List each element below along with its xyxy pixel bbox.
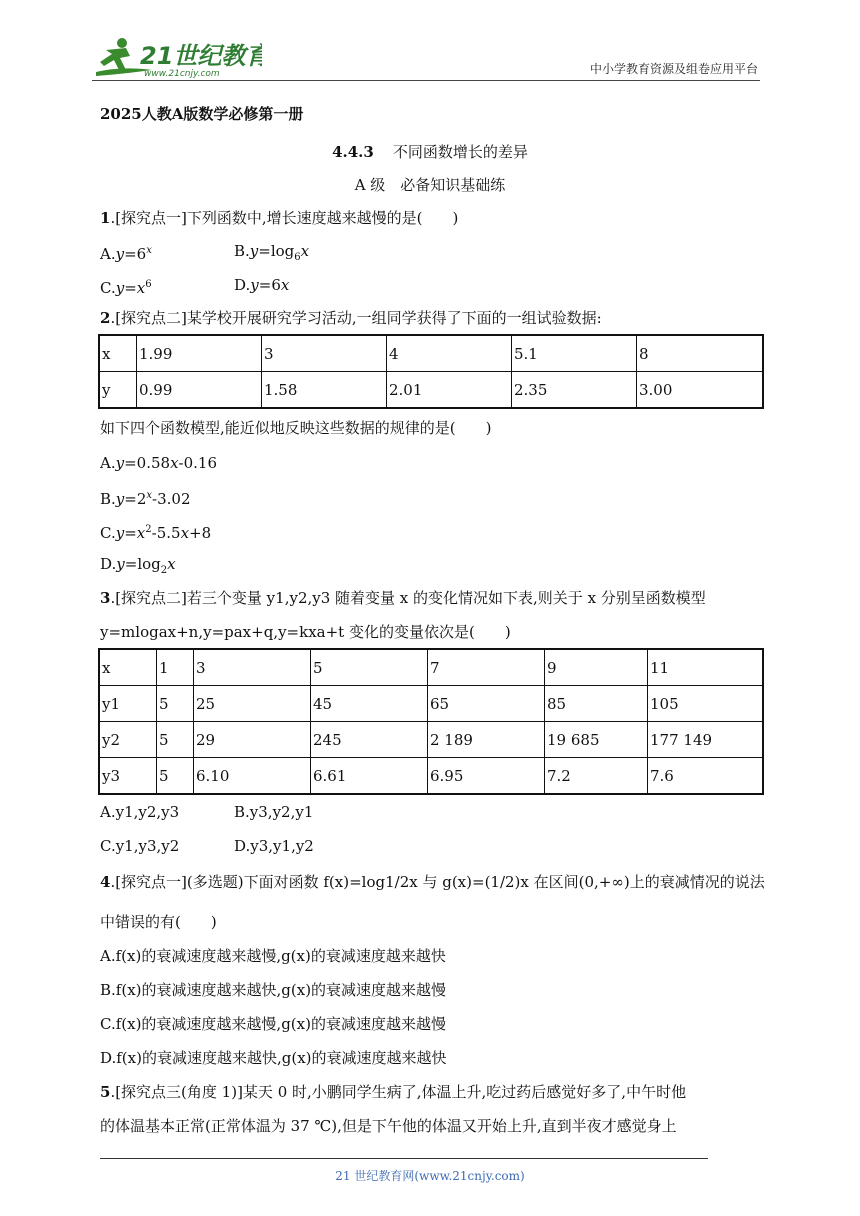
table-cell: 2.35 bbox=[512, 372, 637, 409]
table-cell: y bbox=[99, 372, 137, 409]
table-cell: 29 bbox=[194, 722, 311, 758]
table-row bbox=[99, 649, 763, 686]
q4-option-b: B.f(x)的衰减速度越来越快,g(x)的衰减速度越来越慢 bbox=[100, 981, 447, 999]
table-cell: x bbox=[99, 335, 137, 372]
q1-option-c: $C.y=x^6$ bbox=[100, 279, 152, 297]
table-row bbox=[99, 686, 763, 722]
section-title: 不同函数增长的差异 bbox=[392, 143, 528, 161]
q3-option-d: D.y3,y1,y2 bbox=[234, 837, 314, 855]
table-cell: 5 bbox=[157, 722, 194, 758]
table-cell: 245 bbox=[311, 722, 428, 758]
q3-option-c: C.y1,y3,y2 bbox=[100, 837, 180, 855]
table-cell: 8 bbox=[637, 335, 764, 372]
table-row bbox=[99, 758, 763, 795]
q4-option-a: A.f(x)的衰减速度越来越慢,g(x)的衰减速度越来越快 bbox=[100, 947, 446, 965]
q3-stem-line1: 3.[探究点二]若三个变量 y1,y2,y3 随着变量 x 的变化情况如下表,则关于 x 分别呈函数模型 bbox=[100, 589, 706, 607]
q5-line2: 的体温基本正常(正常体温为 37 ℃),但是下午他的体温又开始上升,直到半夜才感觉身上 bbox=[100, 1117, 677, 1135]
q4-stem-line2: 中错误的有( ) bbox=[100, 913, 217, 931]
table-cell: 7.6 bbox=[648, 758, 764, 795]
q2-data-table bbox=[98, 334, 764, 409]
doc-title: 2025人教A版数学必修第一册 bbox=[100, 105, 304, 123]
table-cell: 7.2 bbox=[545, 758, 648, 795]
table-cell: 2.01 bbox=[387, 372, 512, 409]
table-cell: 1 bbox=[157, 649, 194, 686]
logo-url: www.21cnjy.com bbox=[144, 69, 220, 79]
footer-link[interactable]: 21 世纪教育网(www.21cnjy.com) bbox=[335, 1169, 525, 1183]
q2-stem: 2.[探究点二]某学校开展研究学习活动,一组同学获得了下面的一组试验数据: bbox=[100, 309, 602, 327]
table-cell: 65 bbox=[428, 686, 545, 722]
table-row bbox=[99, 335, 763, 372]
section-number: 4.4.3 bbox=[332, 143, 374, 161]
q2-question: 如下四个函数模型,能近似地反映这些数据的规律的是( ) bbox=[100, 419, 492, 437]
table-cell: 105 bbox=[648, 686, 764, 722]
table-cell: 2 189 bbox=[428, 722, 545, 758]
table-cell: 6.95 bbox=[428, 758, 545, 795]
q2-option-d: $D.y=\log_2x$ bbox=[100, 555, 176, 576]
table-cell: 3.00 bbox=[637, 372, 764, 409]
table-cell: 3 bbox=[194, 649, 311, 686]
table-cell: 3 bbox=[262, 335, 387, 372]
section-heading bbox=[0, 141, 860, 162]
logo-text: 21世纪教育 bbox=[140, 42, 262, 70]
table-cell: 5.1 bbox=[512, 335, 637, 372]
q3-stem-line2: y=mlogax+n,y=pax+q,y=kxa+t 变化的变量依次是( ) bbox=[100, 623, 511, 641]
q4-option-c: C.f(x)的衰减速度越来越慢,g(x)的衰减速度越来越慢 bbox=[100, 1015, 446, 1033]
table-cell: y3 bbox=[99, 758, 157, 795]
table-cell: 1.99 bbox=[137, 335, 262, 372]
table-cell: 4 bbox=[387, 335, 512, 372]
table-cell: 177 149 bbox=[648, 722, 764, 758]
q1-stem: 1.[探究点一]下列函数中,增长速度越来越慢的是( ) bbox=[100, 209, 459, 227]
table-cell: 7 bbox=[428, 649, 545, 686]
header-divider bbox=[92, 80, 760, 81]
q4-option-d: D.f(x)的衰减速度越来越快,g(x)的衰减速度越来越快 bbox=[100, 1049, 447, 1067]
table-cell: 6.10 bbox=[194, 758, 311, 795]
q4-stem-line1: 4.[探究点一](多选题)下面对函数 f(x)=log1/2x 与 g(x)=(1/2)x 在区间(0,+∞)上的衰减情况的说法 bbox=[100, 873, 765, 891]
table-cell: 9 bbox=[545, 649, 648, 686]
q3-option-b: B.y3,y2,y1 bbox=[234, 803, 314, 821]
table-cell: 1.58 bbox=[262, 372, 387, 409]
q1-option-d: D.y=6x bbox=[234, 276, 290, 294]
section-level: A 级 必备知识基础练 bbox=[354, 176, 506, 194]
q3-option-a: A.y1,y2,y3 bbox=[100, 803, 180, 821]
table-cell: 11 bbox=[648, 649, 764, 686]
footer-divider bbox=[100, 1158, 708, 1159]
table-cell: 85 bbox=[545, 686, 648, 722]
table-cell: 6.61 bbox=[311, 758, 428, 795]
q3-data-table bbox=[98, 648, 764, 795]
q5-line1: 5.[探究点三(角度 1)]某天 0 时,小鹏同学生病了,体温上升,吃过药后感觉好多了,中午时他 bbox=[100, 1083, 687, 1101]
table-cell: 45 bbox=[311, 686, 428, 722]
q1-option-b: $B.y=\log_6x$ bbox=[234, 242, 310, 263]
table-cell: x bbox=[99, 649, 157, 686]
table-cell: 19 685 bbox=[545, 722, 648, 758]
table-cell: 5 bbox=[157, 686, 194, 722]
q2-option-c: $C.y=x^2-5.5x+8$ bbox=[100, 524, 212, 542]
table-row bbox=[99, 722, 763, 758]
table-cell: 5 bbox=[311, 649, 428, 686]
table-row bbox=[99, 372, 763, 409]
table-cell: 0.99 bbox=[137, 372, 262, 409]
site-logo bbox=[92, 36, 262, 80]
table-cell: y2 bbox=[99, 722, 157, 758]
table-cell: y1 bbox=[99, 686, 157, 722]
table-cell: 5 bbox=[157, 758, 194, 795]
table-cell: 25 bbox=[194, 686, 311, 722]
q1-option-a: $A.y=6^x$ bbox=[100, 245, 152, 263]
header-platform-text: 中小学教育资源及组卷应用平台 bbox=[589, 62, 758, 76]
q2-option-a: A.y=0.58x-0.16 bbox=[100, 454, 217, 472]
q2-option-b: $B.y=2^x-3.02$ bbox=[100, 490, 191, 508]
